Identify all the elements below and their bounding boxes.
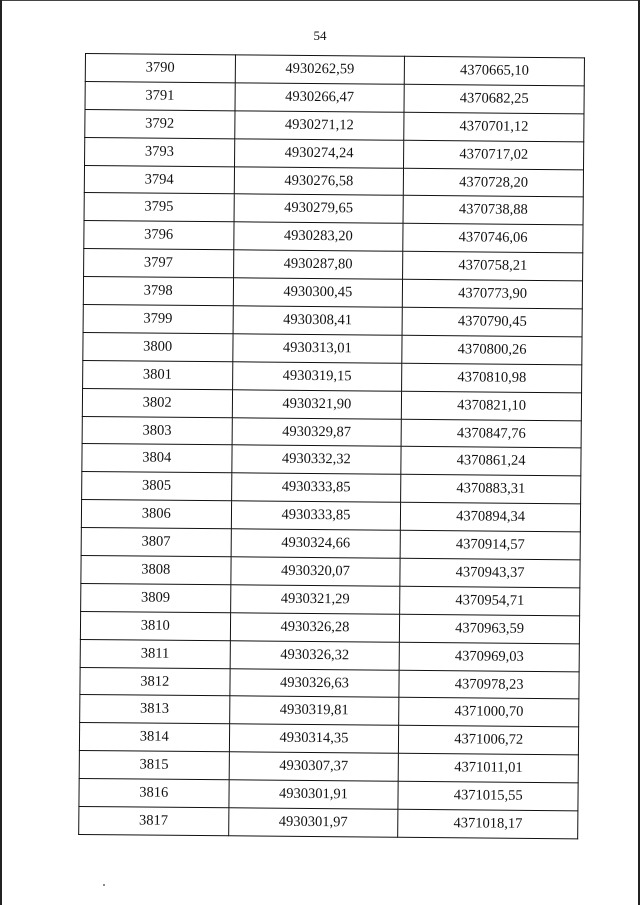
table-row [83, 332, 582, 364]
y-coordinate-cell: 4370758,21 [403, 252, 583, 281]
table-row [85, 81, 584, 113]
y-coordinate-cell: 4370861,24 [401, 447, 581, 476]
point-number-cell: 3812 [80, 667, 230, 696]
table-row [83, 360, 582, 392]
table-row [80, 695, 579, 727]
x-coordinate-cell: 4930333,85 [231, 501, 401, 530]
point-number-cell: 3793 [85, 137, 235, 166]
point-number-cell: 3810 [80, 611, 230, 640]
x-coordinate-cell: 4930313,01 [232, 334, 402, 363]
x-coordinate-cell: 4930319,15 [232, 362, 402, 391]
table-row [80, 611, 579, 643]
x-coordinate-cell: 4930314,35 [229, 724, 399, 753]
point-number-cell: 3809 [81, 583, 231, 612]
point-number-cell: 3790 [85, 54, 235, 83]
x-coordinate-cell: 4930279,65 [234, 194, 404, 223]
point-number-cell: 3803 [82, 416, 232, 445]
point-number-cell: 3801 [83, 360, 233, 389]
y-coordinate-cell: 4370665,10 [405, 56, 585, 85]
x-coordinate-cell: 4930307,37 [229, 752, 399, 781]
table-row [81, 500, 580, 532]
table-row [81, 528, 580, 560]
scan-border-top [0, 0, 640, 1]
table-row [85, 54, 584, 86]
table-row [79, 751, 578, 783]
point-number-cell: 3791 [85, 81, 235, 110]
x-coordinate-cell: 4930283,20 [233, 222, 403, 251]
table-row [85, 109, 584, 141]
coordinates-table-body [79, 54, 585, 839]
table-row [80, 667, 579, 699]
y-coordinate-cell: 4370969,03 [399, 642, 579, 671]
y-coordinate-cell: 4370954,71 [400, 586, 580, 615]
table-row [81, 583, 580, 615]
x-coordinate-cell: 4930321,90 [232, 389, 402, 418]
x-coordinate-cell: 4930326,28 [230, 613, 400, 642]
y-coordinate-cell: 4370847,76 [401, 419, 581, 448]
point-number-cell: 3813 [80, 695, 230, 724]
table-row [84, 193, 583, 225]
point-number-cell: 3802 [82, 388, 232, 417]
y-coordinate-cell: 4371018,17 [398, 809, 578, 838]
y-coordinate-cell: 4371000,70 [399, 698, 579, 727]
x-coordinate-cell: 4930321,29 [230, 585, 400, 614]
x-coordinate-cell: 4930326,63 [229, 668, 399, 697]
point-number-cell: 3794 [84, 165, 234, 194]
x-coordinate-cell: 4930274,24 [234, 138, 404, 167]
y-coordinate-cell: 4370728,20 [404, 168, 584, 197]
scan-border-left [0, 0, 2, 905]
table-row [81, 556, 580, 588]
x-coordinate-cell: 4930319,81 [229, 696, 399, 725]
point-number-cell: 3800 [83, 332, 233, 361]
y-coordinate-cell: 4370821,10 [402, 391, 582, 420]
table-row [83, 277, 582, 309]
y-coordinate-cell: 4370773,90 [403, 279, 583, 308]
table-row [85, 137, 584, 169]
table-row [79, 723, 578, 755]
point-number-cell: 3798 [83, 277, 233, 306]
table-row [83, 305, 582, 337]
point-number-cell: 3797 [84, 249, 234, 278]
point-number-cell: 3795 [84, 193, 234, 222]
y-coordinate-cell: 4370894,34 [401, 503, 581, 532]
table-row [82, 472, 581, 504]
y-coordinate-cell: 4370800,26 [402, 335, 582, 364]
x-coordinate-cell: 4930301,91 [228, 780, 398, 809]
point-number-cell: 3815 [79, 751, 229, 780]
table-row [82, 416, 581, 448]
x-coordinate-cell: 4930326,32 [230, 640, 400, 669]
point-number-cell: 3817 [79, 807, 229, 836]
y-coordinate-cell: 4370746,06 [403, 224, 583, 253]
x-coordinate-cell: 4930271,12 [234, 111, 404, 140]
y-coordinate-cell: 4370914,57 [400, 530, 580, 559]
scan-speck [103, 884, 105, 886]
y-coordinate-cell: 4370790,45 [402, 307, 582, 336]
page-number: 54 [313, 28, 327, 43]
point-number-cell: 3811 [80, 639, 230, 668]
point-number-cell: 3804 [82, 444, 232, 473]
x-coordinate-cell: 4930301,97 [228, 808, 398, 837]
y-coordinate-cell: 4370682,25 [404, 84, 584, 113]
table-row [84, 249, 583, 281]
y-coordinate-cell: 4370978,23 [399, 670, 579, 699]
table-row [82, 388, 581, 420]
table-row [82, 444, 581, 476]
x-coordinate-cell: 4930333,85 [231, 473, 401, 502]
y-coordinate-cell: 4370943,37 [400, 558, 580, 587]
x-coordinate-cell: 4930320,07 [230, 557, 400, 586]
x-coordinate-cell: 4930308,41 [233, 306, 403, 335]
x-coordinate-cell: 4930329,87 [232, 417, 402, 446]
point-number-cell: 3799 [83, 305, 233, 334]
y-coordinate-cell: 4370963,59 [400, 614, 580, 643]
point-number-cell: 3796 [84, 221, 234, 250]
table-row [79, 807, 578, 839]
point-number-cell: 3792 [85, 109, 235, 138]
y-coordinate-cell: 4371006,72 [399, 726, 579, 755]
point-number-cell: 3816 [79, 779, 229, 808]
point-number-cell: 3814 [79, 723, 229, 752]
x-coordinate-cell: 4930276,58 [234, 166, 404, 195]
y-coordinate-cell: 4371011,01 [398, 754, 578, 783]
table-row [79, 779, 578, 811]
table-row [80, 639, 579, 671]
x-coordinate-cell: 4930332,32 [231, 445, 401, 474]
y-coordinate-cell: 4370717,02 [404, 140, 584, 169]
point-number-cell: 3807 [81, 528, 231, 557]
table-row [84, 221, 583, 253]
x-coordinate-cell: 4930324,66 [231, 529, 401, 558]
y-coordinate-cell: 4370883,31 [401, 475, 581, 504]
coordinates-table [78, 53, 585, 839]
point-number-cell: 3808 [81, 556, 231, 585]
x-coordinate-cell: 4930287,80 [233, 250, 403, 279]
table-row [84, 165, 583, 197]
y-coordinate-cell: 4371015,55 [398, 781, 578, 810]
point-number-cell: 3806 [81, 500, 231, 529]
y-coordinate-cell: 4370738,88 [403, 196, 583, 225]
x-coordinate-cell: 4930300,45 [233, 278, 403, 307]
y-coordinate-cell: 4370701,12 [404, 112, 584, 141]
x-coordinate-cell: 4930262,59 [235, 55, 405, 84]
x-coordinate-cell: 4930266,47 [235, 83, 405, 112]
y-coordinate-cell: 4370810,98 [402, 363, 582, 392]
point-number-cell: 3805 [82, 472, 232, 501]
